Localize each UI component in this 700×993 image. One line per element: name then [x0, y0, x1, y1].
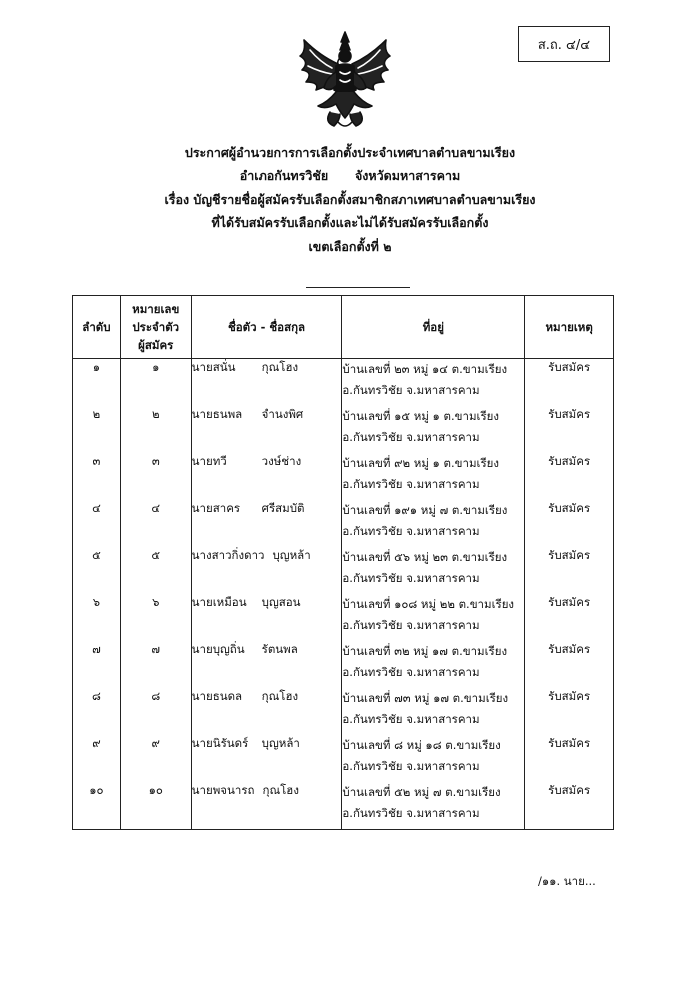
cell-remark: รับสมัคร	[525, 641, 614, 688]
candidate-first-name: นายทวี	[191, 454, 227, 468]
table-row	[73, 735, 614, 782]
address-line1: บ้านเลขที่ ๕๖ หมู่ ๒๓ ต.ขามเรียง	[342, 550, 508, 564]
cell-remark: รับสมัคร	[525, 406, 614, 453]
cell-remark: รับสมัคร	[525, 547, 614, 594]
cell-candidate-number: ๓	[120, 453, 191, 500]
header-name: ชื่อตัว - ชื่อสกุล	[191, 296, 342, 359]
cell-seq: ๗	[73, 641, 121, 688]
address-line1: บ้านเลขที่ ๘ หมู่ ๑๘ ต.ขามเรียง	[342, 738, 501, 752]
cell-seq: ๒	[73, 406, 121, 453]
form-code-box	[518, 26, 610, 62]
candidate-first-name: นายธนพล	[191, 407, 243, 421]
cell-address	[342, 406, 525, 453]
address-line1: บ้านเลขที่ ๑๕ หมู่ ๑ ต.ขามเรียง	[342, 409, 499, 423]
header-number	[120, 296, 191, 359]
address-line1: บ้านเลขที่ ๑๙๑ หมู่ ๗ ต.ขามเรียง	[342, 503, 508, 517]
cell-remark: รับสมัคร	[525, 500, 614, 547]
garuda-emblem-icon	[290, 26, 400, 136]
table-row	[73, 406, 614, 453]
cell-candidate-number: ๙	[120, 735, 191, 782]
table-row	[73, 688, 614, 735]
cell-candidate-number: ๖	[120, 594, 191, 641]
candidate-first-name: นายนิรันดร์	[191, 736, 249, 750]
cell-name	[191, 500, 342, 547]
heading-constituency: เขตเลือกตั้งที่ ๒	[308, 239, 392, 254]
cell-candidate-number: ๔	[120, 500, 191, 547]
candidate-first-name: นายพจนารถ	[191, 783, 255, 797]
address-line2: อ.กันทรวิชัย จ.มหาสารคาม	[342, 806, 480, 820]
address-line1: บ้านเลขที่ ๓๒ หมู่ ๑๗ ต.ขามเรียง	[342, 644, 508, 658]
address-line1: บ้านเลขที่ ๗๓ หมู่ ๑๗ ต.ขามเรียง	[342, 691, 509, 705]
candidate-last-name: ศรีสมบัติ	[261, 501, 305, 515]
cell-address	[342, 359, 525, 407]
cell-name	[191, 688, 342, 735]
address-line2: อ.กันทรวิชัย จ.มหาสารคาม	[342, 524, 480, 538]
heading-announcement: ประกาศผู้อำนวยการการเลือกตั้งประจำเทศบาลตำบลขามเรียง	[184, 145, 516, 160]
candidate-last-name: บุญหล้า	[272, 548, 311, 562]
candidate-last-name: กุณโฮง	[261, 689, 299, 703]
cell-seq: ๔	[73, 500, 121, 547]
cell-remark: รับสมัคร	[525, 688, 614, 735]
cell-candidate-number: ๘	[120, 688, 191, 735]
address-line2: อ.กันทรวิชัย จ.มหาสารคาม	[342, 618, 480, 632]
table-row	[73, 500, 614, 547]
cell-seq: ๘	[73, 688, 121, 735]
cell-name	[191, 359, 342, 407]
cell-address	[342, 641, 525, 688]
header-number-line3: ผู้สมัคร	[138, 338, 174, 352]
heading-location	[0, 168, 700, 184]
candidate-last-name: กุณโฮง	[261, 360, 299, 374]
cell-seq: ๖	[73, 594, 121, 641]
header-seq: ลำดับ	[73, 296, 121, 359]
heading-subject-cont: ที่ได้รับสมัครรับเลือกตั้งและไม่ได้รับสมัครรับเลือกตั้ง	[211, 215, 489, 230]
candidate-table	[72, 295, 614, 830]
candidate-first-name: นายเหมือน	[191, 595, 247, 609]
candidate-first-name: นายสนั่น	[191, 360, 236, 374]
candidate-last-name: วงษ์ช่าง	[261, 454, 302, 468]
table-row	[73, 594, 614, 641]
address-line2: อ.กันทรวิชัย จ.มหาสารคาม	[342, 571, 480, 585]
address-line1: บ้านเลขที่ ๒๓ หมู่ ๑๔ ต.ขามเรียง	[342, 362, 508, 376]
candidate-last-name: กุณโฮง	[262, 783, 299, 797]
cell-remark: รับสมัคร	[525, 359, 614, 407]
cell-address	[342, 500, 525, 547]
candidate-last-name: บุญสอน	[261, 595, 301, 609]
cell-candidate-number: ๑๐	[120, 782, 191, 830]
address-line2: อ.กันทรวิชัย จ.มหาสารคาม	[342, 477, 480, 491]
address-line2: อ.กันทรวิชัย จ.มหาสารคาม	[342, 759, 480, 773]
cell-remark: รับสมัคร	[525, 782, 614, 830]
cell-seq: ๕	[73, 547, 121, 594]
table-row	[73, 359, 614, 407]
address-line2: อ.กันทรวิชัย จ.มหาสารคาม	[342, 383, 480, 397]
candidate-first-name: นายธนดล	[191, 689, 243, 703]
candidate-last-name: รัตนพล	[261, 642, 298, 656]
header-address: ที่อยู่	[342, 296, 525, 359]
address-line2: อ.กันทรวิชัย จ.มหาสารคาม	[342, 665, 480, 679]
table-row	[73, 453, 614, 500]
cell-remark: รับสมัคร	[525, 735, 614, 782]
cell-candidate-number: ๑	[120, 359, 191, 407]
cell-address	[342, 594, 525, 641]
form-code: ส.ถ. ๔/๔	[537, 37, 591, 53]
table-header-row	[73, 296, 614, 359]
candidate-first-name: นายบุญถิ่น	[191, 642, 245, 656]
heading-province: จังหวัดมหาสารคาม	[354, 168, 461, 183]
address-line2: อ.กันทรวิชัย จ.มหาสารคาม	[342, 430, 480, 444]
cell-name	[191, 782, 342, 830]
cell-name	[191, 406, 342, 453]
cell-seq: ๑	[73, 359, 121, 407]
cell-candidate-number: ๗	[120, 641, 191, 688]
cell-seq: ๓	[73, 453, 121, 500]
cell-remark: รับสมัคร	[525, 453, 614, 500]
header-remark: หมายเหตุ	[525, 296, 614, 359]
address-line1: บ้านเลขที่ ๙๒ หมู่ ๑ ต.ขามเรียง	[342, 456, 499, 470]
cell-name	[191, 641, 342, 688]
cell-seq: ๙	[73, 735, 121, 782]
cell-address	[342, 782, 525, 830]
heading-separator	[306, 287, 410, 288]
candidate-first-name: นายสาคร	[191, 501, 241, 515]
cell-candidate-number: ๕	[120, 547, 191, 594]
table-row	[73, 547, 614, 594]
candidate-first-name: นางสาวกิ่งดาว	[191, 548, 265, 562]
header-number-line1: หมายเลข	[132, 302, 180, 316]
cell-name	[191, 547, 342, 594]
cell-name	[191, 453, 342, 500]
cell-remark: รับสมัคร	[525, 594, 614, 641]
cell-address	[342, 735, 525, 782]
table-row	[73, 782, 614, 830]
address-line2: อ.กันทรวิชัย จ.มหาสารคาม	[342, 712, 480, 726]
table-row	[73, 641, 614, 688]
header-number-line2: ประจำตัว	[132, 320, 180, 334]
cell-candidate-number: ๒	[120, 406, 191, 453]
cell-address	[342, 688, 525, 735]
cell-address	[342, 547, 525, 594]
candidate-last-name: บุญหล้า	[261, 736, 300, 750]
cell-name	[191, 594, 342, 641]
heading-district: อำเภอกันทรวิชัย	[239, 168, 329, 183]
cell-address	[342, 453, 525, 500]
candidate-last-name: จำนงพิศ	[261, 407, 304, 421]
continuation-note: /๑๑. นาย...	[538, 874, 596, 888]
address-line1: บ้านเลขที่ ๑๐๘ หมู่ ๒๒ ต.ขามเรียง	[342, 597, 515, 611]
cell-name	[191, 735, 342, 782]
heading-subject: เรื่อง บัญชีรายชื่อผู้สมัครรับเลือกตั้งสมาชิกสภาเทศบาลตำบลขามเรียง	[164, 192, 536, 207]
address-line1: บ้านเลขที่ ๕๒ หมู่ ๗ ต.ขามเรียง	[342, 785, 501, 799]
cell-seq: ๑๐	[73, 782, 121, 830]
